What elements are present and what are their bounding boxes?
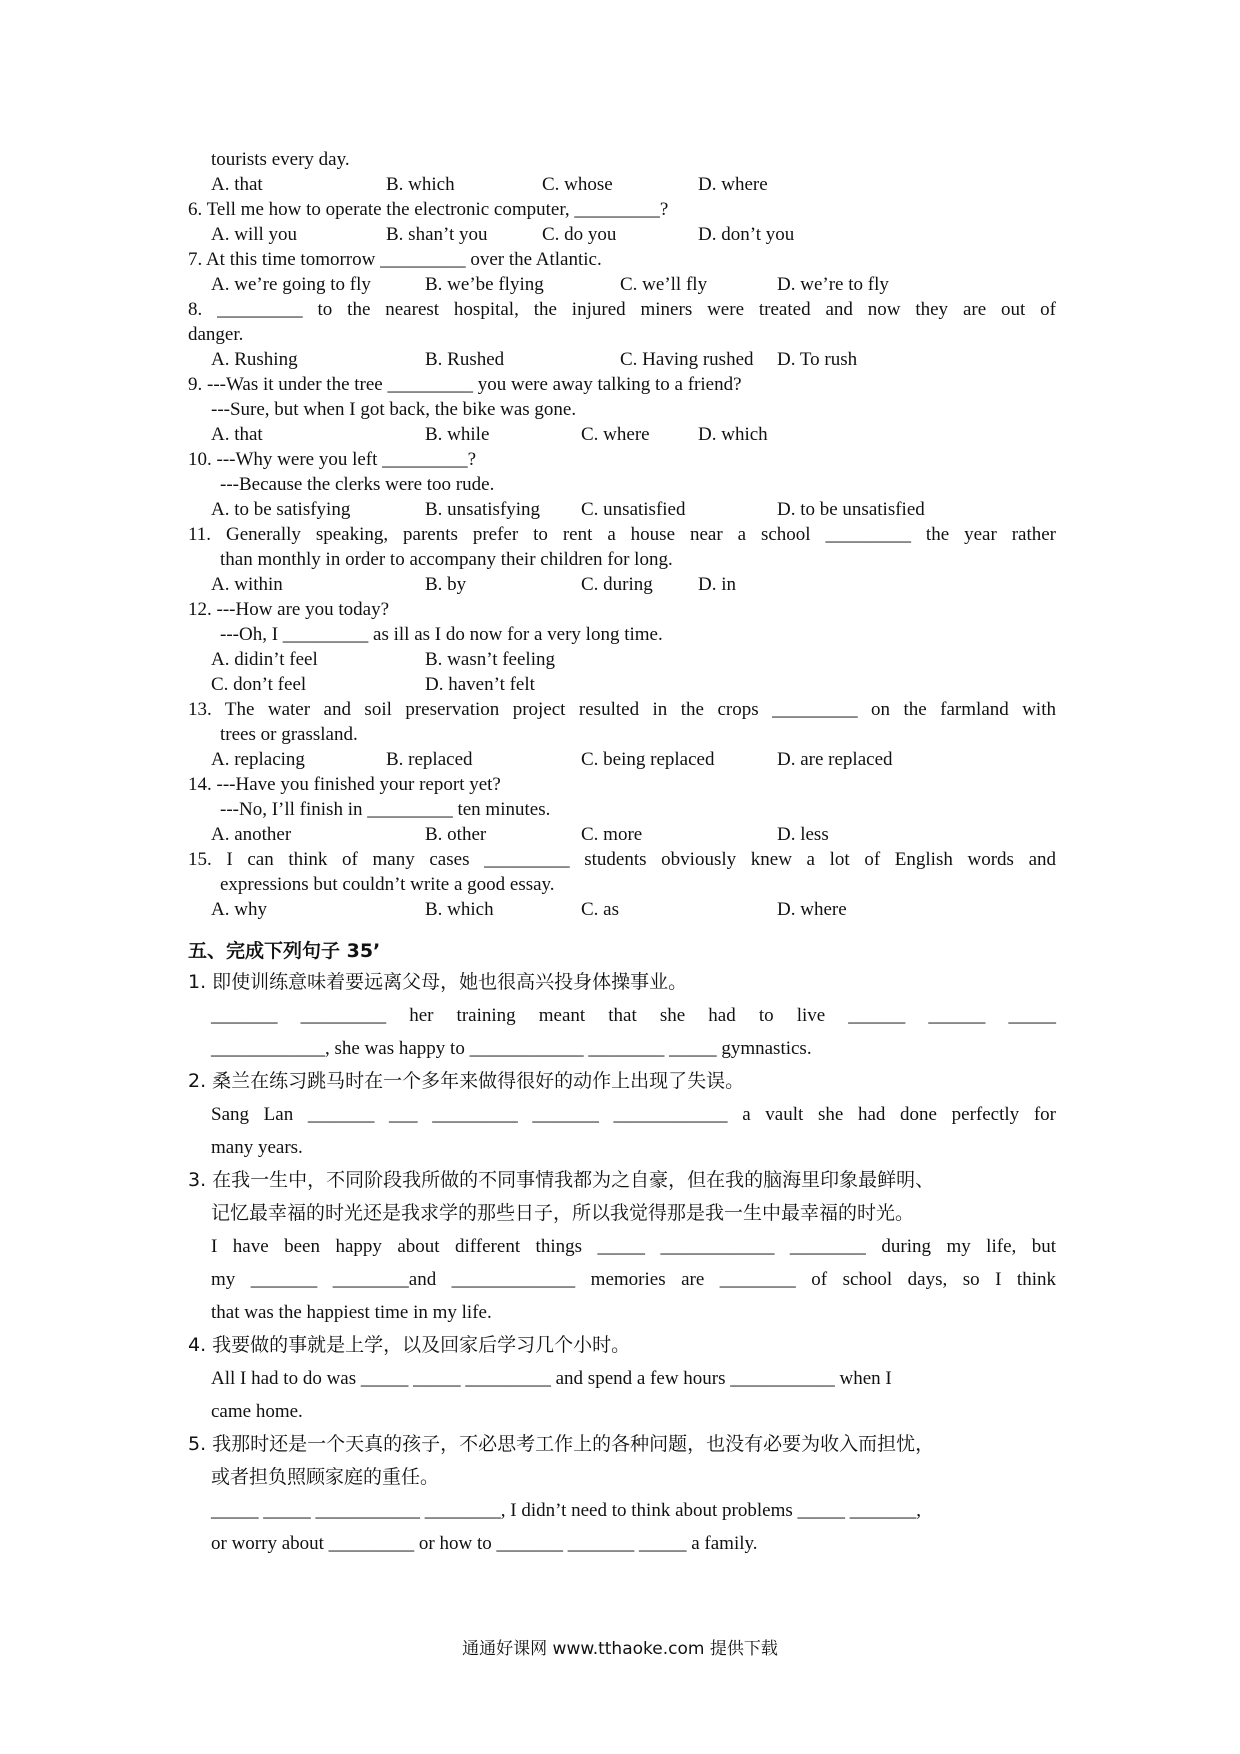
answer-options [188, 422, 1056, 447]
answer-option: D. which [698, 424, 768, 445]
question-text: ---No, I’ll finish in _________ ten minutes. [220, 799, 551, 820]
question-text: ---Sure, but when I got back, the bike was gone. [211, 399, 577, 420]
question-text: ---Because the clerks were too rude. [220, 474, 495, 495]
answer-option: A. didin’t feel [211, 649, 318, 670]
answer-option: D. are replaced [777, 749, 893, 770]
answer-option: A. Rushing [211, 349, 298, 370]
answer-option: A. will you [211, 224, 298, 245]
answer-options [188, 672, 1056, 697]
question-block [188, 847, 1056, 922]
answer-option: C. as [581, 899, 619, 920]
answer-option: B. unsatisfying [425, 499, 541, 520]
english-fill-in: Sang Lan _______ ___ _________ _______ ____________ a vault she had done perfectly for [211, 1104, 1056, 1125]
answer-option: D. don’t you [698, 224, 795, 245]
answer-options [188, 222, 1056, 247]
english-fill-in: or worry about _________ or how to _______ _______ _____ a family. [211, 1533, 758, 1554]
answer-option: D. where [777, 899, 847, 920]
question-text: 12. ---How are you today? [188, 599, 390, 620]
answer-option: B. replaced [386, 749, 473, 770]
chinese-prompt: 4. 我要做的事就是上学，以及回家后学习几个小时。 [188, 1334, 631, 1356]
answer-option: A. to be satisfying [211, 499, 351, 520]
answer-options [188, 272, 1056, 297]
question-text: 7. At this time tomorrow _________ over the Atlantic. [188, 249, 602, 270]
question-text: 6. Tell me how to operate the electronic computer, _________? [188, 199, 669, 220]
answer-options [188, 172, 1056, 197]
english-fill-in: ____________, she was happy to ____________ ________ _____ gymnastics. [211, 1038, 812, 1059]
answer-option: C. being replaced [581, 749, 715, 770]
chinese-prompt: 3. 在我一生中，不同阶段我所做的不同事情我都为之自豪，但在我的脑海里印象最鲜明、 [188, 1169, 935, 1191]
question-block [188, 247, 1056, 297]
chinese-prompt: 记忆最幸福的时光还是我求学的那些日子，所以我觉得那是我一生中最幸福的时光。 [211, 1202, 915, 1224]
answer-option: A. that [211, 424, 263, 445]
question-block [188, 147, 1056, 197]
answer-option: A. that [211, 174, 263, 195]
answer-options [188, 897, 1056, 922]
question-text: 13. The water and soil preservation project resulted in the crops _________ on the farmland with [188, 699, 1056, 720]
question-text: 15. I can think of many cases _________ students obviously knew a lot of English words and [188, 849, 1056, 870]
answer-options [188, 347, 1056, 372]
answer-option: D. where [698, 174, 768, 195]
question-text: 11. Generally speaking, parents prefer to rent a house near a school _________ the year rather [188, 524, 1056, 545]
chinese-prompt: 5. 我那时还是一个天真的孩子，不必思考工作上的各种问题，也没有必要为收入而担忧， [188, 1433, 935, 1455]
answer-option: C. do you [542, 224, 617, 245]
answer-option: A. we’re going to fly [211, 274, 371, 295]
answer-option: D. to be unsatisfied [777, 499, 925, 520]
answer-option: B. wasn’t feeling [425, 649, 555, 670]
question-block [188, 697, 1056, 772]
question-block [188, 372, 1056, 447]
question-block [188, 772, 1056, 847]
answer-option: B. which [425, 899, 494, 920]
answer-option: D. To rush [777, 349, 858, 370]
answer-option: D. we’re to fly [777, 274, 889, 295]
answer-option: A. why [211, 899, 267, 920]
question-text: tourists every day. [211, 149, 350, 170]
question-text: danger. [188, 324, 244, 345]
answer-option: C. whose [542, 174, 613, 195]
chinese-prompt: 或者担负照顾家庭的重任。 [211, 1466, 440, 1488]
answer-option: C. during [581, 574, 653, 595]
question-block [188, 522, 1056, 597]
english-fill-in: All I had to do was _____ _____ _________ and spend a few hours ___________ when I [211, 1368, 892, 1389]
answer-option: B. Rushed [425, 349, 505, 370]
answer-option: B. shan’t you [386, 224, 488, 245]
answer-option: D. less [777, 824, 829, 845]
answer-option: B. by [425, 574, 467, 595]
answer-option: A. replacing [211, 749, 305, 770]
answer-option: B. which [386, 174, 455, 195]
english-fill-in: many years. [211, 1137, 303, 1158]
answer-option: A. within [211, 574, 283, 595]
question-text: than monthly in order to accompany their children for long. [220, 549, 673, 570]
question-block [188, 297, 1056, 372]
english-fill-in: _____ _____ ___________ ________, I didn’t need to think about problems _____ _______, [211, 1500, 921, 1521]
question-block [188, 597, 1056, 697]
question-text: 14. ---Have you finished your report yet? [188, 774, 501, 795]
chinese-prompt: 1. 即使训练意味着要远离父母，她也很高兴投身体操事业。 [188, 971, 688, 993]
answer-option: C. more [581, 824, 643, 845]
answer-option: C. Having rushed [620, 349, 754, 370]
worksheet-content [188, 147, 1056, 1560]
answer-option: C. where [581, 424, 650, 445]
english-fill-in: that was the happiest time in my life. [211, 1302, 492, 1323]
answer-options [188, 747, 1056, 772]
answer-options [188, 822, 1056, 847]
answer-option: A. another [211, 824, 292, 845]
question-text: 10. ---Why were you left _________? [188, 449, 477, 470]
english-fill-in: my _______ ________and _____________ memories are ________ of school days, so I think [211, 1269, 1056, 1290]
chinese-prompt: 2. 桑兰在练习跳马时在一个多年来做得很好的动作上出现了失误。 [188, 1070, 745, 1092]
answer-option: D. haven’t felt [425, 674, 535, 695]
english-fill-in: _______ _________ her training meant that she had to live ______ ______ _____ [211, 1005, 1056, 1026]
question-block [188, 197, 1056, 247]
question-text: expressions but couldn’t write a good essay. [220, 874, 555, 895]
question-text: 8. _________ to the nearest hospital, the injured miners were treated and now they are out of [188, 299, 1056, 320]
question-text: trees or grassland. [220, 724, 358, 745]
answer-option: C. unsatisfied [581, 499, 686, 520]
english-fill-in: I have been happy about different things _____ ____________ ________ during my life, but [211, 1236, 1056, 1257]
section-heading: 五、完成下列句子 35’ [188, 940, 381, 962]
answer-option: B. other [425, 824, 487, 845]
answer-option: D. in [698, 574, 736, 595]
answer-option: B. we’be flying [425, 274, 544, 295]
answer-option: C. don’t feel [211, 674, 307, 695]
question-block [188, 447, 1056, 522]
question-text: ---Oh, I _________ as ill as I do now for a very long time. [220, 624, 663, 645]
question-text: 9. ---Was it under the tree _________ you were away talking to a friend? [188, 374, 742, 395]
answer-option: B. while [425, 424, 490, 445]
answer-option: C. we’ll fly [620, 274, 708, 295]
english-fill-in: came home. [211, 1401, 303, 1422]
footer-text: 通通好课网 www.tthaoke.com 提供下载 [462, 1639, 778, 1659]
answer-options [188, 497, 1056, 522]
answer-options [188, 647, 1056, 672]
answer-options [188, 572, 1056, 597]
